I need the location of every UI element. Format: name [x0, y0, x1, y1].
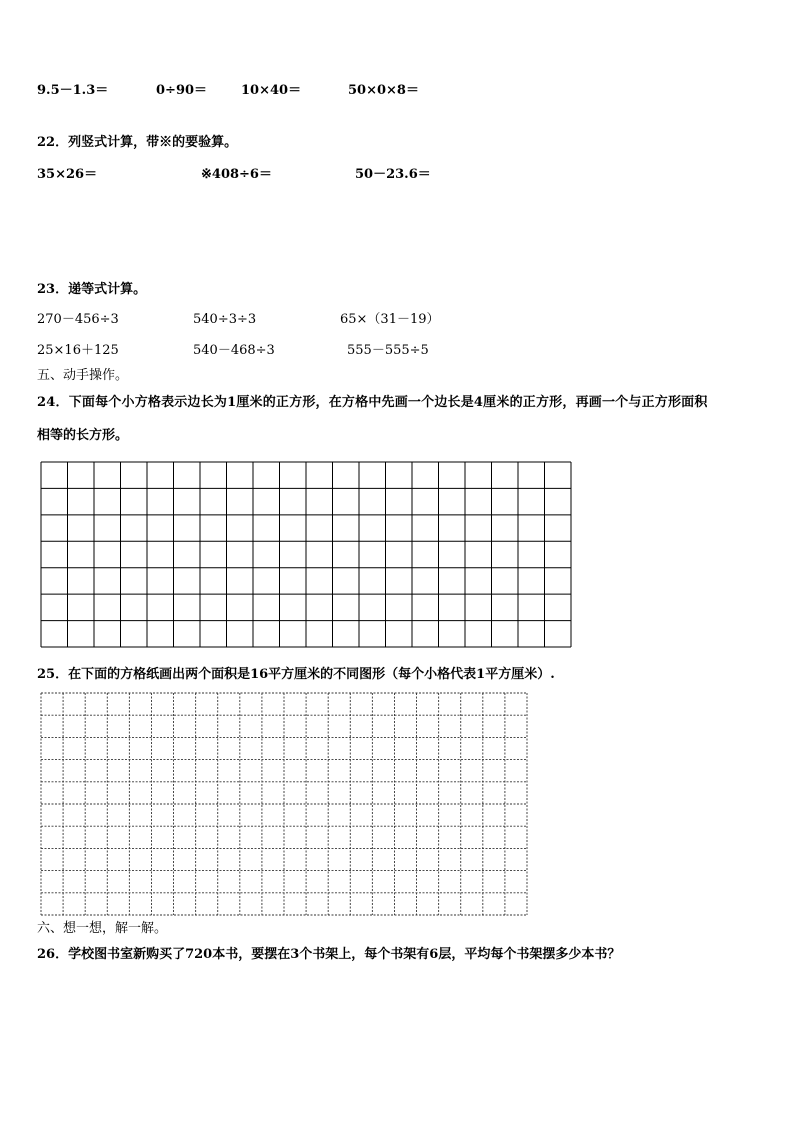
question-25-text: 25．在下面的方格纸画出两个面积是16平方厘米的不同图形（每个小格代表1平方厘米）. [37, 667, 555, 682]
expression-4: 50×0×8＝ [348, 83, 419, 98]
expression-3: 10×40＝ [241, 83, 302, 98]
q23-row2-expression-3: 555－555÷5 [347, 343, 429, 358]
q23-row1-expression-2: 540÷3÷3 [193, 312, 257, 327]
dashed-grid-svg [40, 692, 528, 916]
solid-square-grid[interactable] [40, 461, 572, 648]
expression-2: 0÷90＝ [156, 83, 208, 98]
dashed-square-grid[interactable] [40, 692, 528, 916]
question-22-title: 22．列竖式计算，带※的要验算。 [37, 135, 238, 150]
expression-1: 9.5－1.3＝ [37, 83, 109, 98]
section-5-heading: 五、动手操作。 [37, 368, 129, 383]
section-6-heading: 六、想一想，解一解。 [37, 921, 168, 936]
question-24-line1: 24．下面每个小方格表示边长为1厘米的正方形，在方格中先画一个边长是4厘米的正方形，再画一个与正方形面积 [37, 395, 708, 410]
q22-expression-1: 35×26＝ [37, 167, 98, 182]
q23-row2-expression-2: 540－468÷3 [193, 343, 275, 358]
question-26-text: 26．学校图书室新购买了720本书，要摆在3个书架上，每个书架有6层，平均每个书架摆多少本书？ [37, 947, 621, 962]
solid-grid-svg [40, 461, 572, 648]
question-24-line2: 相等的长方形。 [37, 428, 129, 443]
q23-row2-expression-1: 25×16＋125 [37, 343, 119, 358]
q23-row1-expression-1: 270－456÷3 [37, 312, 119, 327]
q23-row1-expression-3: 65×（31－19） [340, 312, 440, 327]
question-23-title: 23．递等式计算。 [37, 282, 147, 297]
q22-expression-3: 50－23.6＝ [355, 167, 431, 182]
q22-expression-2: ※408÷6＝ [201, 167, 272, 182]
